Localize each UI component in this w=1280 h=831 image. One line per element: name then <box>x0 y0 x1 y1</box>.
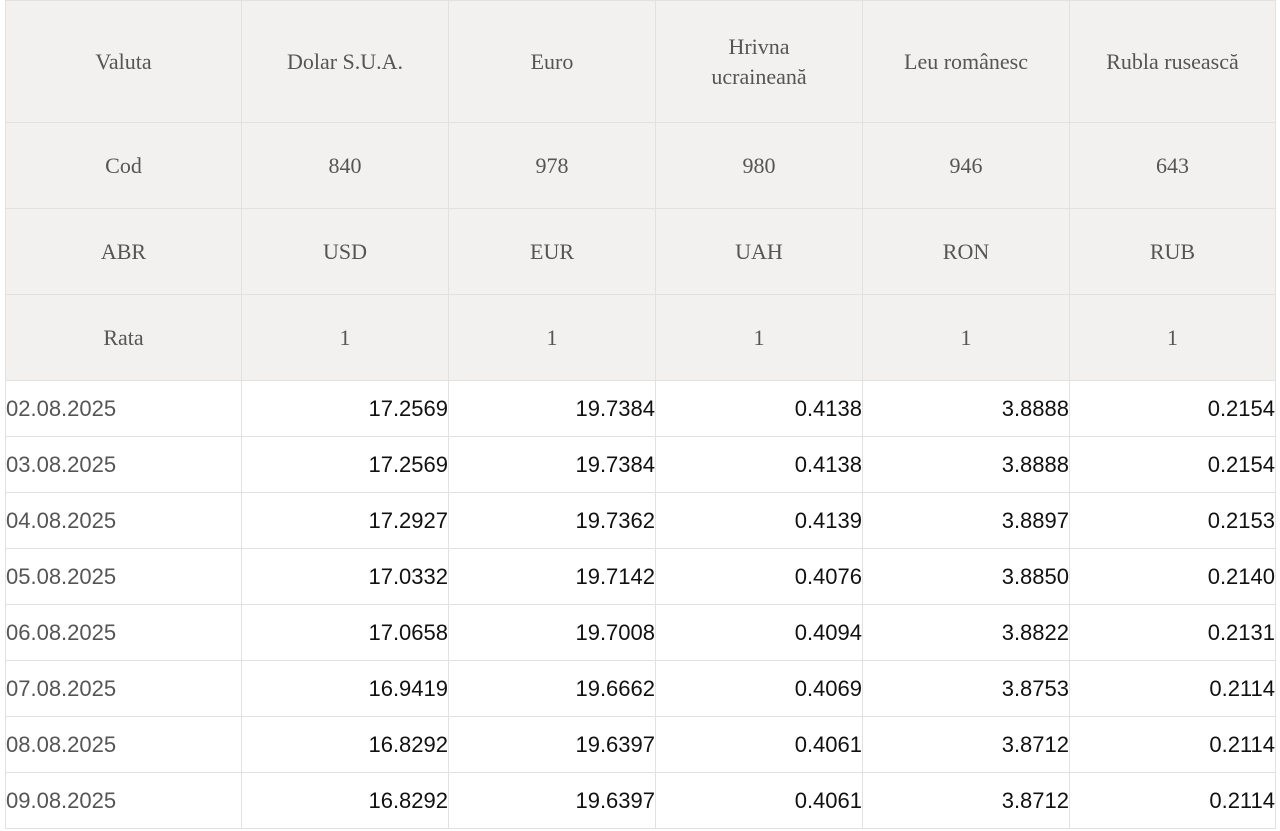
currency-rate-eur: 1 <box>449 295 656 381</box>
currency-name-ron: Leu românesc <box>863 1 1070 123</box>
currency-code-uah: 980 <box>656 123 863 209</box>
rate-cell-ron: 3.8712 <box>863 773 1070 829</box>
rate-cell-ron: 3.8888 <box>863 381 1070 437</box>
date-cell: 02.08.2025 <box>6 381 242 437</box>
rate-cell-rub: 0.2154 <box>1070 381 1276 437</box>
currency-name-uah <box>656 1 863 123</box>
rate-cell-uah: 0.4069 <box>656 661 863 717</box>
table-row <box>6 493 1276 549</box>
rate-cell-ron: 3.8888 <box>863 437 1070 493</box>
currency-abr-ron: RON <box>863 209 1070 295</box>
date-cell: 06.08.2025 <box>6 605 242 661</box>
table-row <box>6 381 1276 437</box>
currency-abr-rub: RUB <box>1070 209 1276 295</box>
rate-cell-rub: 0.2114 <box>1070 773 1276 829</box>
table-row <box>6 549 1276 605</box>
date-cell: 07.08.2025 <box>6 661 242 717</box>
rata-label: Rata <box>6 295 242 381</box>
rate-cell-eur: 19.7362 <box>449 493 656 549</box>
currency-abr-uah: UAH <box>656 209 863 295</box>
rate-cell-eur: 19.7008 <box>449 605 656 661</box>
rate-cell-usd: 17.2569 <box>242 437 449 493</box>
currency-rate-ron: 1 <box>863 295 1070 381</box>
rate-cell-uah: 0.4138 <box>656 381 863 437</box>
table-row <box>6 661 1276 717</box>
currency-name-rub: Rubla rusească <box>1070 1 1276 123</box>
currency-rate-uah: 1 <box>656 295 863 381</box>
currency-code-eur: 978 <box>449 123 656 209</box>
rate-cell-rub: 0.2114 <box>1070 717 1276 773</box>
rate-cell-uah: 0.4139 <box>656 493 863 549</box>
table-row <box>6 605 1276 661</box>
date-cell: 04.08.2025 <box>6 493 242 549</box>
rate-cell-usd: 17.0658 <box>242 605 449 661</box>
rate-cell-uah: 0.4061 <box>656 773 863 829</box>
rate-cell-eur: 19.6397 <box>449 717 656 773</box>
rate-cell-usd: 17.2927 <box>242 493 449 549</box>
rate-cell-ron: 3.8897 <box>863 493 1070 549</box>
currency-abr-eur: EUR <box>449 209 656 295</box>
rate-cell-rub: 0.2154 <box>1070 437 1276 493</box>
rate-cell-uah: 0.4138 <box>656 437 863 493</box>
rate-cell-rub: 0.2114 <box>1070 661 1276 717</box>
currency-rate-usd: 1 <box>242 295 449 381</box>
currency-name-row <box>6 1 1276 123</box>
rate-cell-eur: 19.7384 <box>449 437 656 493</box>
rate-cell-usd: 16.9419 <box>242 661 449 717</box>
currency-code-rub: 643 <box>1070 123 1276 209</box>
rate-cell-eur: 19.6662 <box>449 661 656 717</box>
rate-cell-rub: 0.2131 <box>1070 605 1276 661</box>
rate-cell-usd: 17.2569 <box>242 381 449 437</box>
currency-code-usd: 840 <box>242 123 449 209</box>
rate-cell-eur: 19.6397 <box>449 773 656 829</box>
abr-label: ABR <box>6 209 242 295</box>
rate-cell-ron: 3.8822 <box>863 605 1070 661</box>
date-cell: 03.08.2025 <box>6 437 242 493</box>
rate-cell-usd: 17.0332 <box>242 549 449 605</box>
date-cell: 05.08.2025 <box>6 549 242 605</box>
rate-cell-ron: 3.8850 <box>863 549 1070 605</box>
currency-rate-rub: 1 <box>1070 295 1276 381</box>
currency-abr-usd: USD <box>242 209 449 295</box>
rate-cell-usd: 16.8292 <box>242 717 449 773</box>
currency-name-uah-text: Hrivna ucraineană <box>711 33 807 89</box>
rate-cell-ron: 3.8712 <box>863 717 1070 773</box>
rate-cell-usd: 16.8292 <box>242 773 449 829</box>
cod-label: Cod <box>6 123 242 209</box>
table-row <box>6 717 1276 773</box>
rate-cell-eur: 19.7384 <box>449 381 656 437</box>
date-cell: 08.08.2025 <box>6 717 242 773</box>
valuta-label: Valuta <box>6 1 242 123</box>
rate-cell-uah: 0.4094 <box>656 605 863 661</box>
rate-cell-ron: 3.8753 <box>863 661 1070 717</box>
currency-rate-row <box>6 295 1276 381</box>
table-row <box>6 773 1276 829</box>
rate-cell-eur: 19.7142 <box>449 549 656 605</box>
currency-code-ron: 946 <box>863 123 1070 209</box>
date-cell: 09.08.2025 <box>6 773 242 829</box>
rate-cell-uah: 0.4061 <box>656 717 863 773</box>
exchange-rates-table <box>5 0 1276 829</box>
rate-cell-rub: 0.2140 <box>1070 549 1276 605</box>
currency-name-eur: Euro <box>449 1 656 123</box>
rate-cell-rub: 0.2153 <box>1070 493 1276 549</box>
currency-name-usd: Dolar S.U.A. <box>242 1 449 123</box>
rate-cell-uah: 0.4076 <box>656 549 863 605</box>
currency-abr-row <box>6 209 1276 295</box>
currency-code-row <box>6 123 1276 209</box>
table-row <box>6 437 1276 493</box>
